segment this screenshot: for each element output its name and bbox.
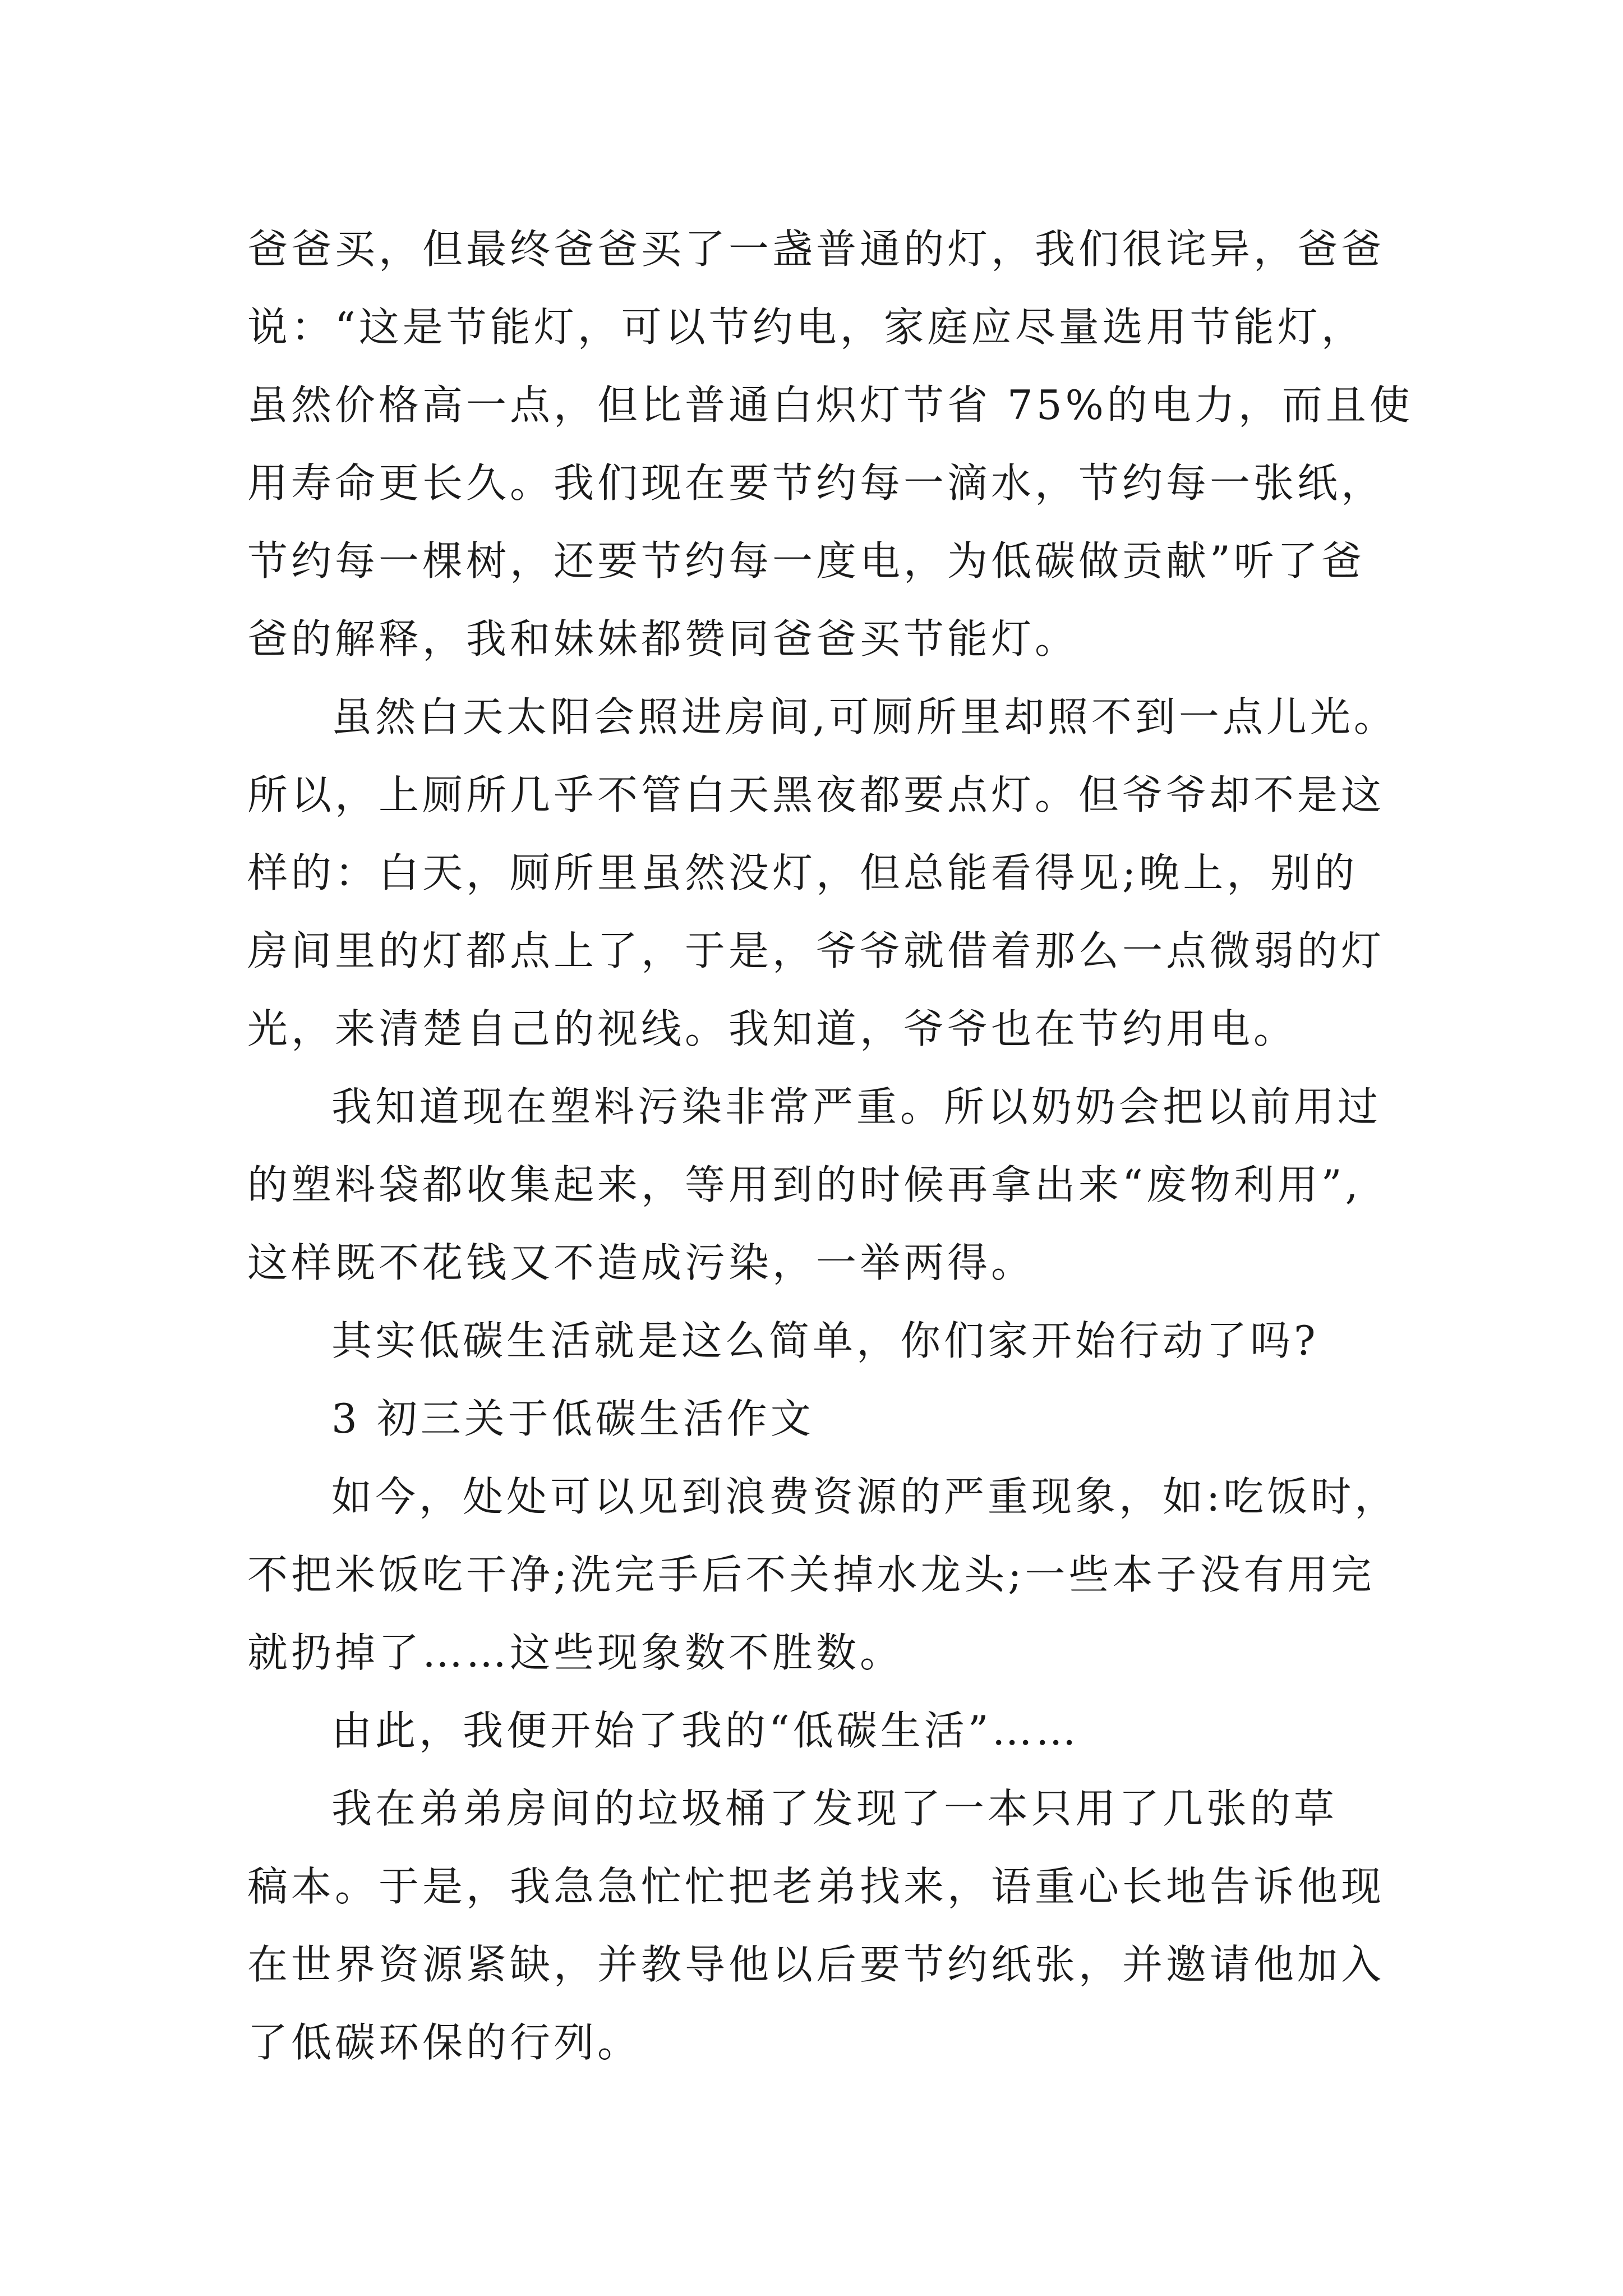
text-line: 节约每一棵树，还要节约每一度电，为低碳做贡献”听了爸 [247,537,1365,585]
text-line: 用寿命更长久。我们现在要节约每一滴水，节约每一张纸， [247,459,1385,507]
section-heading [247,1380,1391,1458]
paragraph-waste-phenomena [247,1458,1399,1692]
text-line: 说：“这是节能灯，可以节约电，家庭应尽量选用节能灯， [247,303,1365,351]
text-line: 我知道现在塑料污染非常严重。所以奶奶会把以前用过 [331,1083,1382,1130]
document-body [247,210,1413,2082]
text-line: 如今，处处可以见到浪费资源的严重现象，如:吃饭时， [331,1473,1399,1520]
text-line: 不把米饭吃干净;洗完手后不关掉水龙头;一些本子没有用完 [247,1551,1375,1598]
text-line: 其实低碳生活就是这么简单，你们家开始行动了吗? [331,1317,1319,1364]
text-line: 样的：白天，厕所里虽然没灯，但总能看得见;晚上，别的 [247,849,1358,896]
paragraph-grandpa-light [247,678,1398,1068]
text-line: 虽然白天太阳会照进房间,可厕所里却照不到一点儿光。 [331,693,1398,740]
text-line: 稿本。于是，我急急忙忙把老弟找来，语重心长地告诉他现 [247,1863,1385,1910]
text-line: 在世界资源紧缺，并教导他以后要节约纸张，并邀请他加入 [247,1941,1385,1988]
paragraph-conclusion [247,1302,1391,1380]
text-line: 的塑料袋都收集起来，等用到的时候再拿出来“废物利用”, [247,1161,1362,1208]
text-line: 我在弟弟房间的垃圾桶了发现了一本只用了几张的草 [331,1785,1338,1832]
text-line: 爸爸买，但最终爸爸买了一盏普通的灯，我们很诧异，爸爸 [247,226,1385,273]
text-line: 爸的解释，我和妹妹都赞同爸爸买节能灯。 [247,615,1079,662]
text-line: 了低碳环保的行列。 [247,2019,642,2066]
paragraph-start-low-carbon [247,1692,1391,1770]
text-line: 由此，我便开始了我的“低碳生活”…… [331,1707,1080,1754]
text-line: 光，来清楚自己的视线。我知道，爷爷也在节约用电。 [247,1005,1298,1052]
paragraph-brother-notebook [247,1770,1391,2082]
text-line: 房间里的灯都点上了，于是，爷爷就借着那么一点微弱的灯 [247,927,1385,974]
text-line: 这样既不花钱又不造成污染，一举两得。 [247,1239,1035,1286]
heading-text: 3 初三关于低碳生活作文 [331,1395,814,1442]
text-line: 就扔掉了……这些现象数不胜数。 [247,1629,904,1676]
paragraph-energy-saving-lamp [247,210,1413,678]
paragraph-plastic-bags [247,1068,1391,1302]
text-line: 虽然价格高一点，但比普通白炽灯节省 75%的电力，而且使 [247,381,1413,429]
text-line: 所以，上厕所几乎不管白天黑夜都要点灯。但爷爷却不是这 [247,771,1385,818]
